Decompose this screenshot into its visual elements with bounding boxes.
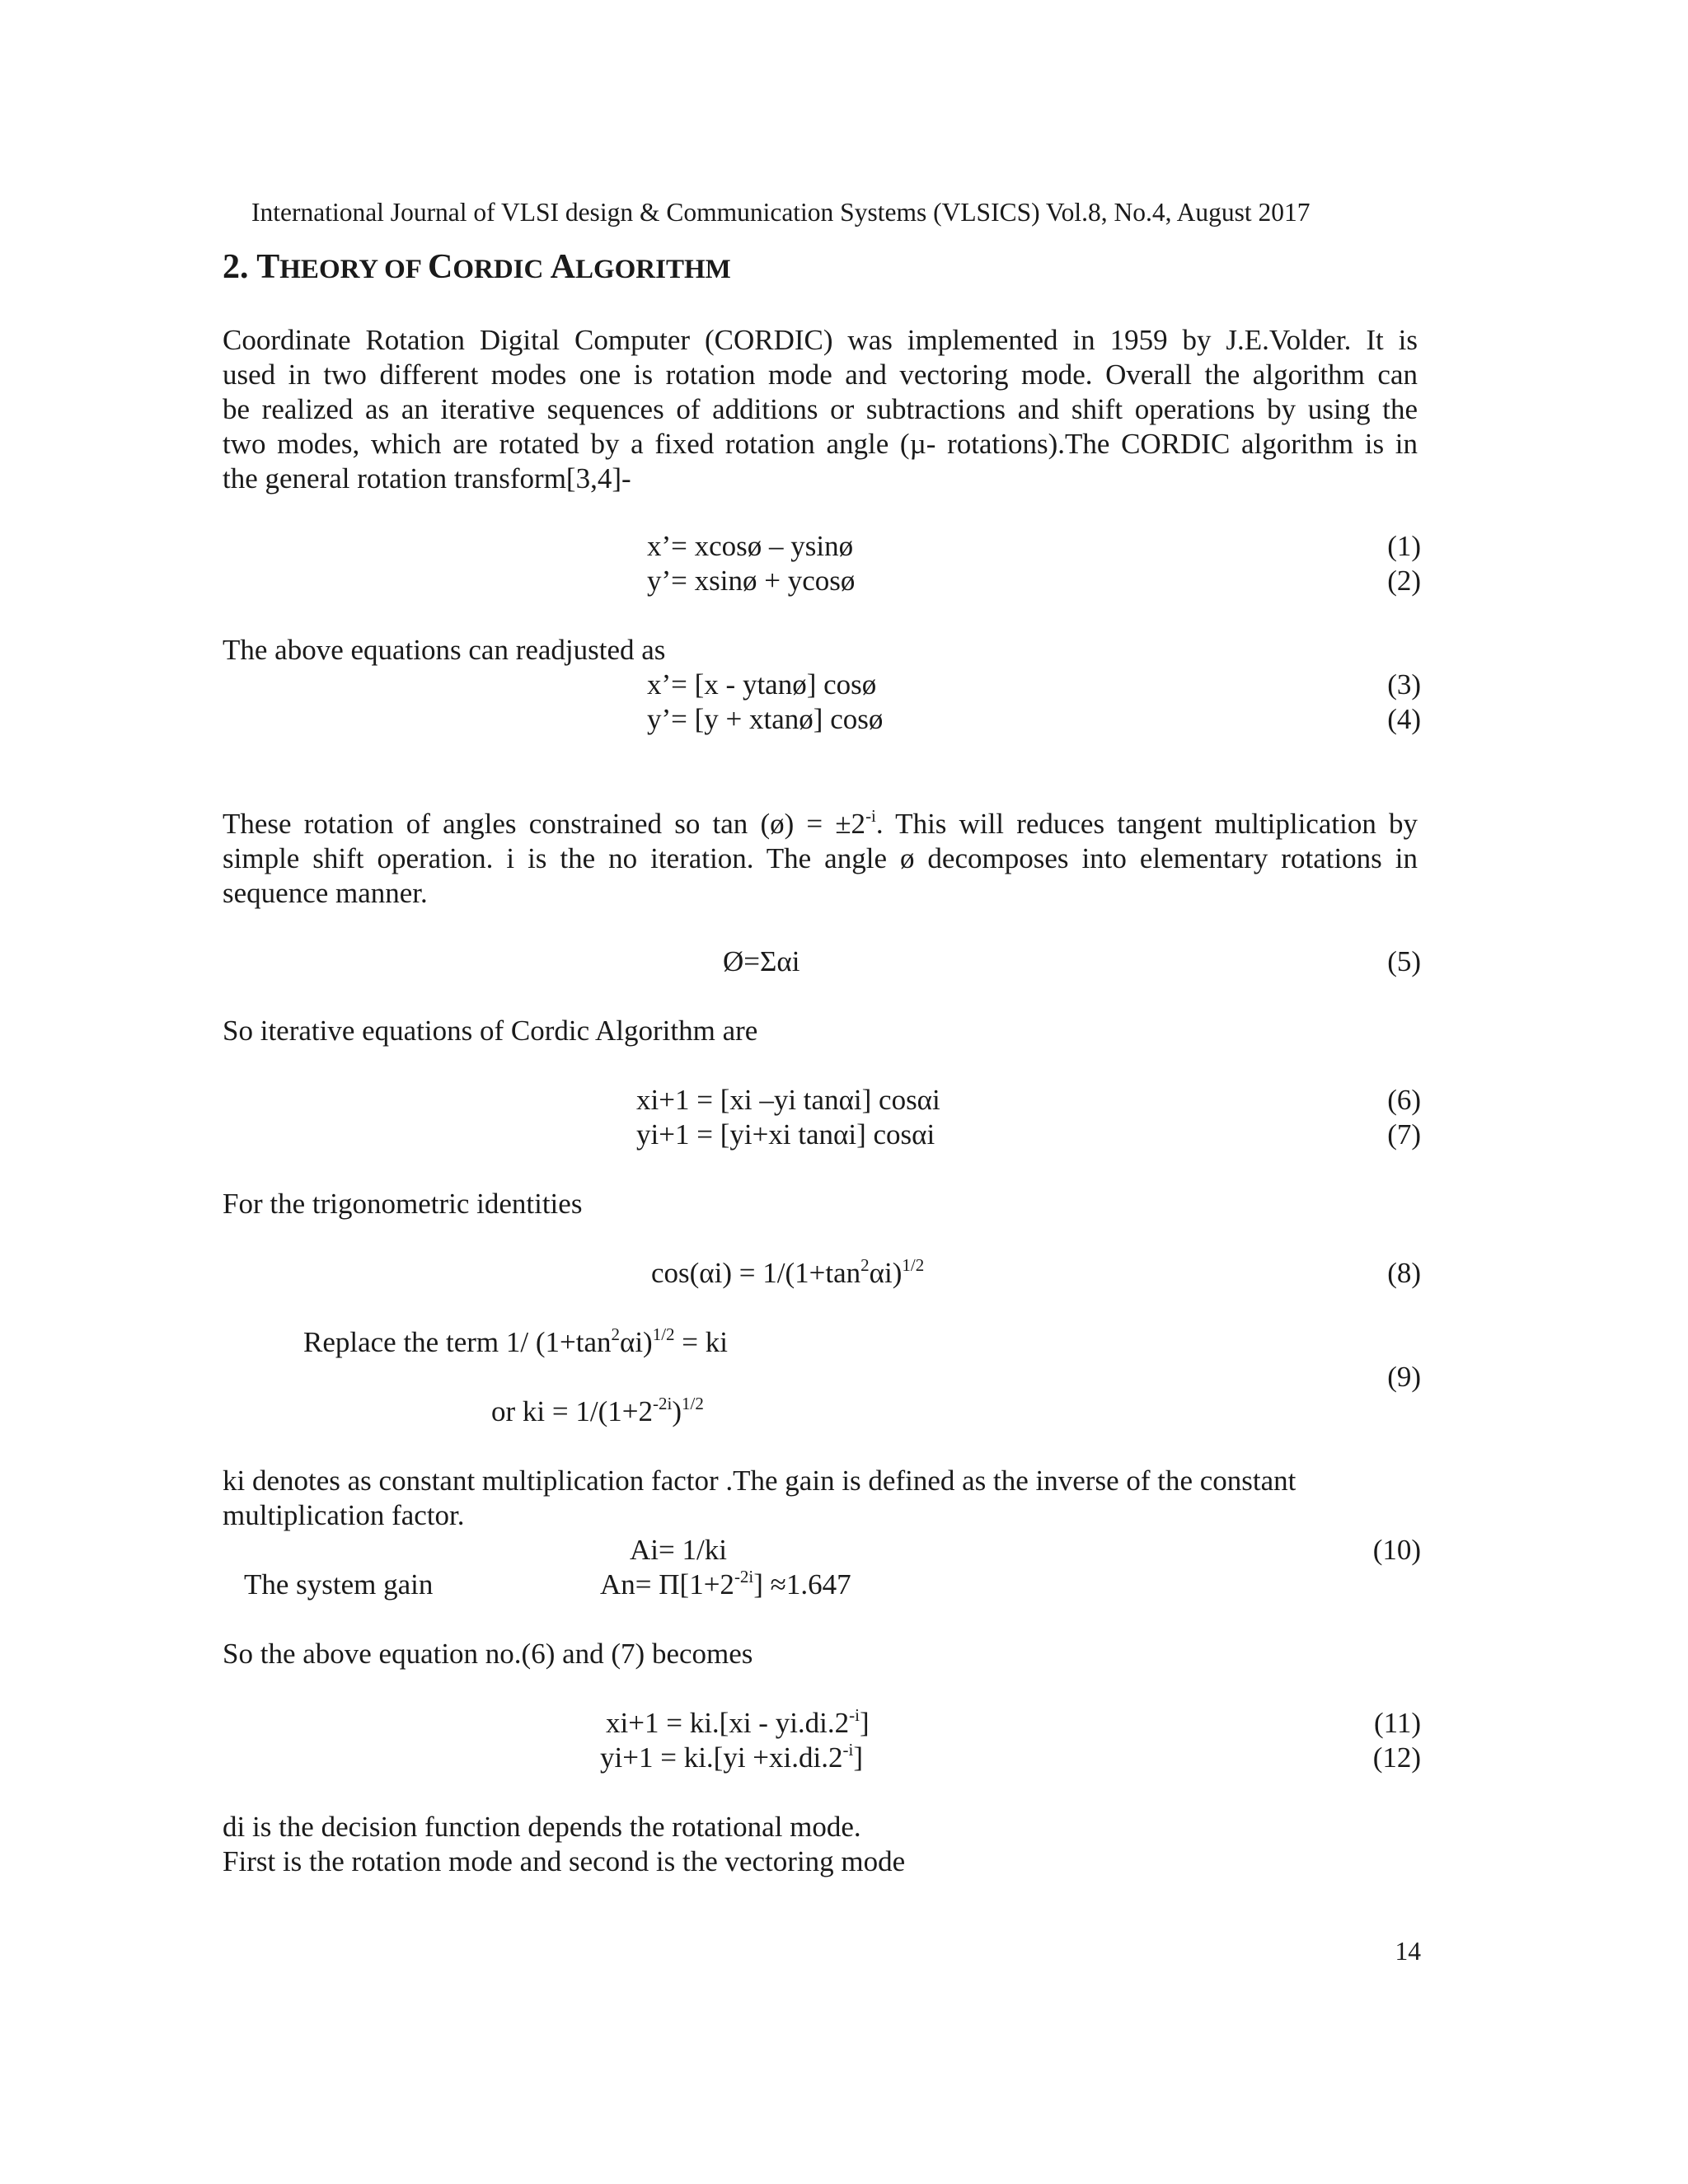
- journal-header: International Journal of VLSI design & Communication Systems (VLSICS) Vol.8, No.4, August 2017: [251, 198, 1311, 227]
- iterative-text: So iterative equations of Cordic Algorithm are: [223, 1015, 758, 1047]
- closing-line-1: di is the decision function depends the rotational mode.: [223, 1811, 861, 1843]
- trig-text: For the trigonometric identities: [223, 1188, 583, 1220]
- section-heading: [223, 247, 731, 287]
- system-gain-equation: $An= \Pi[1+2^{-2i}] \approx 1.647$: [600, 1567, 851, 1601]
- equation-11-number: (11): [1373, 1707, 1421, 1739]
- paragraph-line: be realized as an iterative sequences of additions or subtractions and shift operations by using the: [223, 393, 1418, 425]
- section-title-word-3: ALGORITHM: [550, 248, 731, 286]
- section-title-word-1: THEORY OF: [256, 248, 428, 286]
- equation-10: Ai= 1/ki: [630, 1534, 727, 1566]
- paragraph-line: two modes, which are rotated by a fixed rotation angle (µ- rotations).The CORDIC algorithm is in: [223, 428, 1418, 460]
- section-number: 2.: [223, 248, 249, 286]
- paragraph-line: sequence manner.: [223, 877, 428, 909]
- ki-text-line-1: ki denotes as constant multiplication factor .The gain is defined as the inverse of the constant: [223, 1465, 1296, 1497]
- equation-3: x’= [x - ytanø] cosø: [647, 668, 877, 701]
- equation-1: x’= xcosø – ysinø: [647, 530, 854, 562]
- equation-7-number: (7): [1387, 1118, 1421, 1151]
- readjust-text: The above equations can readjusted as: [223, 634, 666, 666]
- paragraph-line: simple shift operation. i is the no iteration. The angle ø decomposes into elementary rotations in: [223, 842, 1418, 874]
- ki-text-line-2: multiplication factor.: [223, 1499, 465, 1531]
- page-number: 14: [1395, 1937, 1421, 1966]
- equation-11: $xi+1 = ki.[xi - yi.di.2^{-i}]$: [606, 1705, 870, 1739]
- paragraph-line: Coordinate Rotation Digital Computer (CORDIC) was implemented in 1959 by J.E.Volder. It is: [223, 324, 1418, 356]
- equation-2-number: (2): [1387, 565, 1421, 597]
- equation-8-number: (8): [1387, 1257, 1421, 1289]
- equation-6-number: (6): [1387, 1084, 1421, 1116]
- equation-3-number: (3): [1387, 668, 1421, 701]
- equation-4: y’= [y + xtanø] cosø: [647, 703, 884, 735]
- equation-7: yi+1 = [yi+xi tanαi] cosαi: [636, 1118, 935, 1151]
- equation-1-number: (1): [1387, 530, 1421, 562]
- equation-9-line-2: or ki = $1/(1+2^{-2i})^{1/2}$: [491, 1394, 704, 1427]
- becomes-text: So the above equation no.(6) and (7) becomes: [223, 1638, 753, 1670]
- paragraph-line: used in two different modes one is rotation mode and vectoring mode. Overall the algorithm can: [223, 359, 1418, 391]
- equation-9-line-1: Replace the term 1/ $(1+\tan^2\alpha i)^{1/2}$ = ki: [303, 1324, 729, 1358]
- intro-paragraph: [223, 323, 1418, 496]
- equation-12-number: (12): [1372, 1741, 1421, 1774]
- paragraph-line: These rotation of angles constrained so tan (ø) = $\pm 2^{-i}$. This will reduces tangent multiplication by: [223, 806, 1418, 840]
- equation-12: $yi+1 = ki.[yi +xi.di.2^{-i}]$: [600, 1740, 863, 1774]
- system-gain-label: The system gain: [244, 1568, 434, 1601]
- closing-line-2: First is the rotation mode and second is the vectoring mode: [223, 1845, 906, 1877]
- equation-5: Ø=Σαi: [723, 945, 800, 977]
- equation-8: $\cos(\alpha i) = 1/(1+\tan^2\alpha i)^{1/2}$: [651, 1255, 925, 1289]
- equation-5-number: (5): [1387, 945, 1421, 977]
- constraint-paragraph: [223, 807, 1418, 911]
- equation-2: y’= xsinø + ycosø: [647, 565, 856, 597]
- equation-9-number: (9): [1387, 1361, 1421, 1393]
- equation-6: xi+1 = [xi –yi tanαi] cosαi: [636, 1084, 940, 1116]
- equation-4-number: (4): [1387, 703, 1421, 735]
- paragraph-line: the general rotation transform[3,4]-: [223, 462, 631, 494]
- section-title-word-2: CORDIC: [428, 248, 551, 286]
- equation-10-number: (10): [1372, 1534, 1421, 1566]
